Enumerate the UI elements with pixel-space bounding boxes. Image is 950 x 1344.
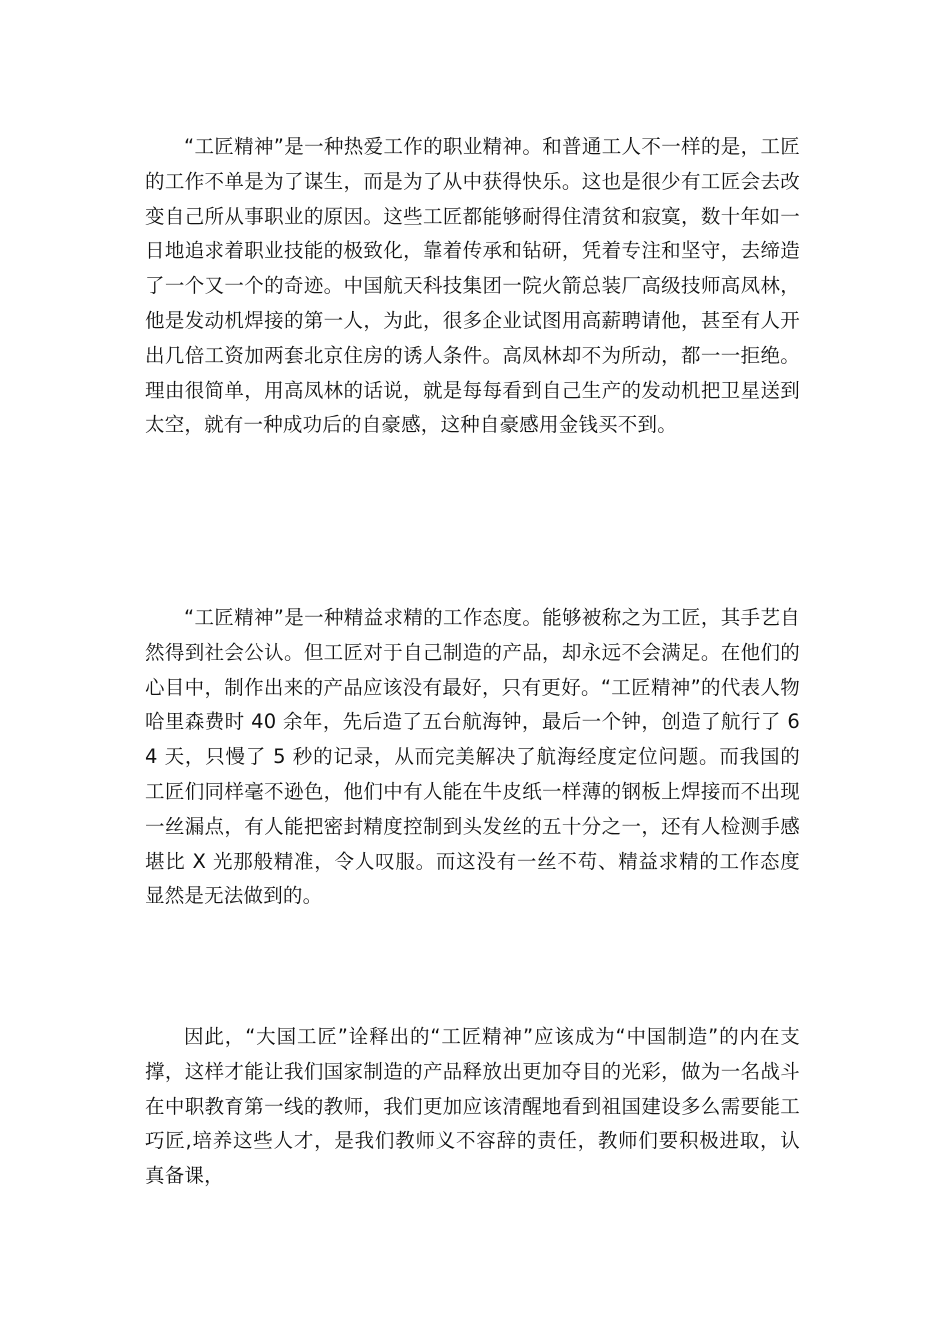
paragraph-craftsman-spirit-excellence: “工匠精神”是一种精益求精的工作态度。能够被称之为工匠，其手艺自然得到社会公认。但工匠对于自己制造的产品，却永远不会满足。在他们的心目中，制作出来的产品应该没有最好，只有更好。“工匠精神”的代表人物哈里森费时 40 余年，先后造了五台航海钟，最后一个钟，创造了航行了 64 天，只慢了 5 秒的记录，从而完美解决了航海经度定位问题。而我国的工匠们同样毫不逊色，他们中有人能在牛皮纸一样薄的钢板上焊接而不出现一丝漏点，有人能把密封精度控制到头发丝的五十分之一，还有人检测手感堪比 X 光那般精准，令人叹服。而这没有一丝不苟、精益求精的工作态度显然是无法做到的。 — [145, 606, 800, 908]
paragraph-craftsman-spirit-love-of-work: “工匠精神”是一种热爱工作的职业精神。和普通工人不一样的是，工匠的工作不单是为了谋生，而是为了从中获得快乐。这也是很少有工匠会去改变自己所从事职业的原因。这些工匠都能够耐得住清贫和寂寞，数十年如一日地追求着职业技能的极致化，靠着传承和钻研，凭着专注和坚守，去缔造了一个又一个的奇迹。中国航天科技集团一院火箭总装厂高级技师高凤林，他是发动机焊接的第一人，为此，很多企业试图用高薪聘请他，甚至有人开出几倍工资加两套北京住房的诱人条件。高凤林却不为所动，都一一拒绝。理由很简单，用高凤林的话说，就是每每看到自己生产的发动机把卫星送到太空，就有一种成功后的自豪感，这种自豪感用金钱买不到。 — [145, 135, 800, 437]
paragraph-conclusion-teachers: 因此，“大国工匠”诠释出的“工匠精神”应该成为“中国制造”的内在支撑，这样才能让我们国家制造的产品释放出更加夺目的光彩，做为一名战斗在中职教育第一线的教师，我们更加应该清醒地看到祖国建设多么需要能工巧匠,培养这些人才，是我们教师义不容辞的责任，教师们要积极进取，认真备课， — [145, 1025, 800, 1188]
